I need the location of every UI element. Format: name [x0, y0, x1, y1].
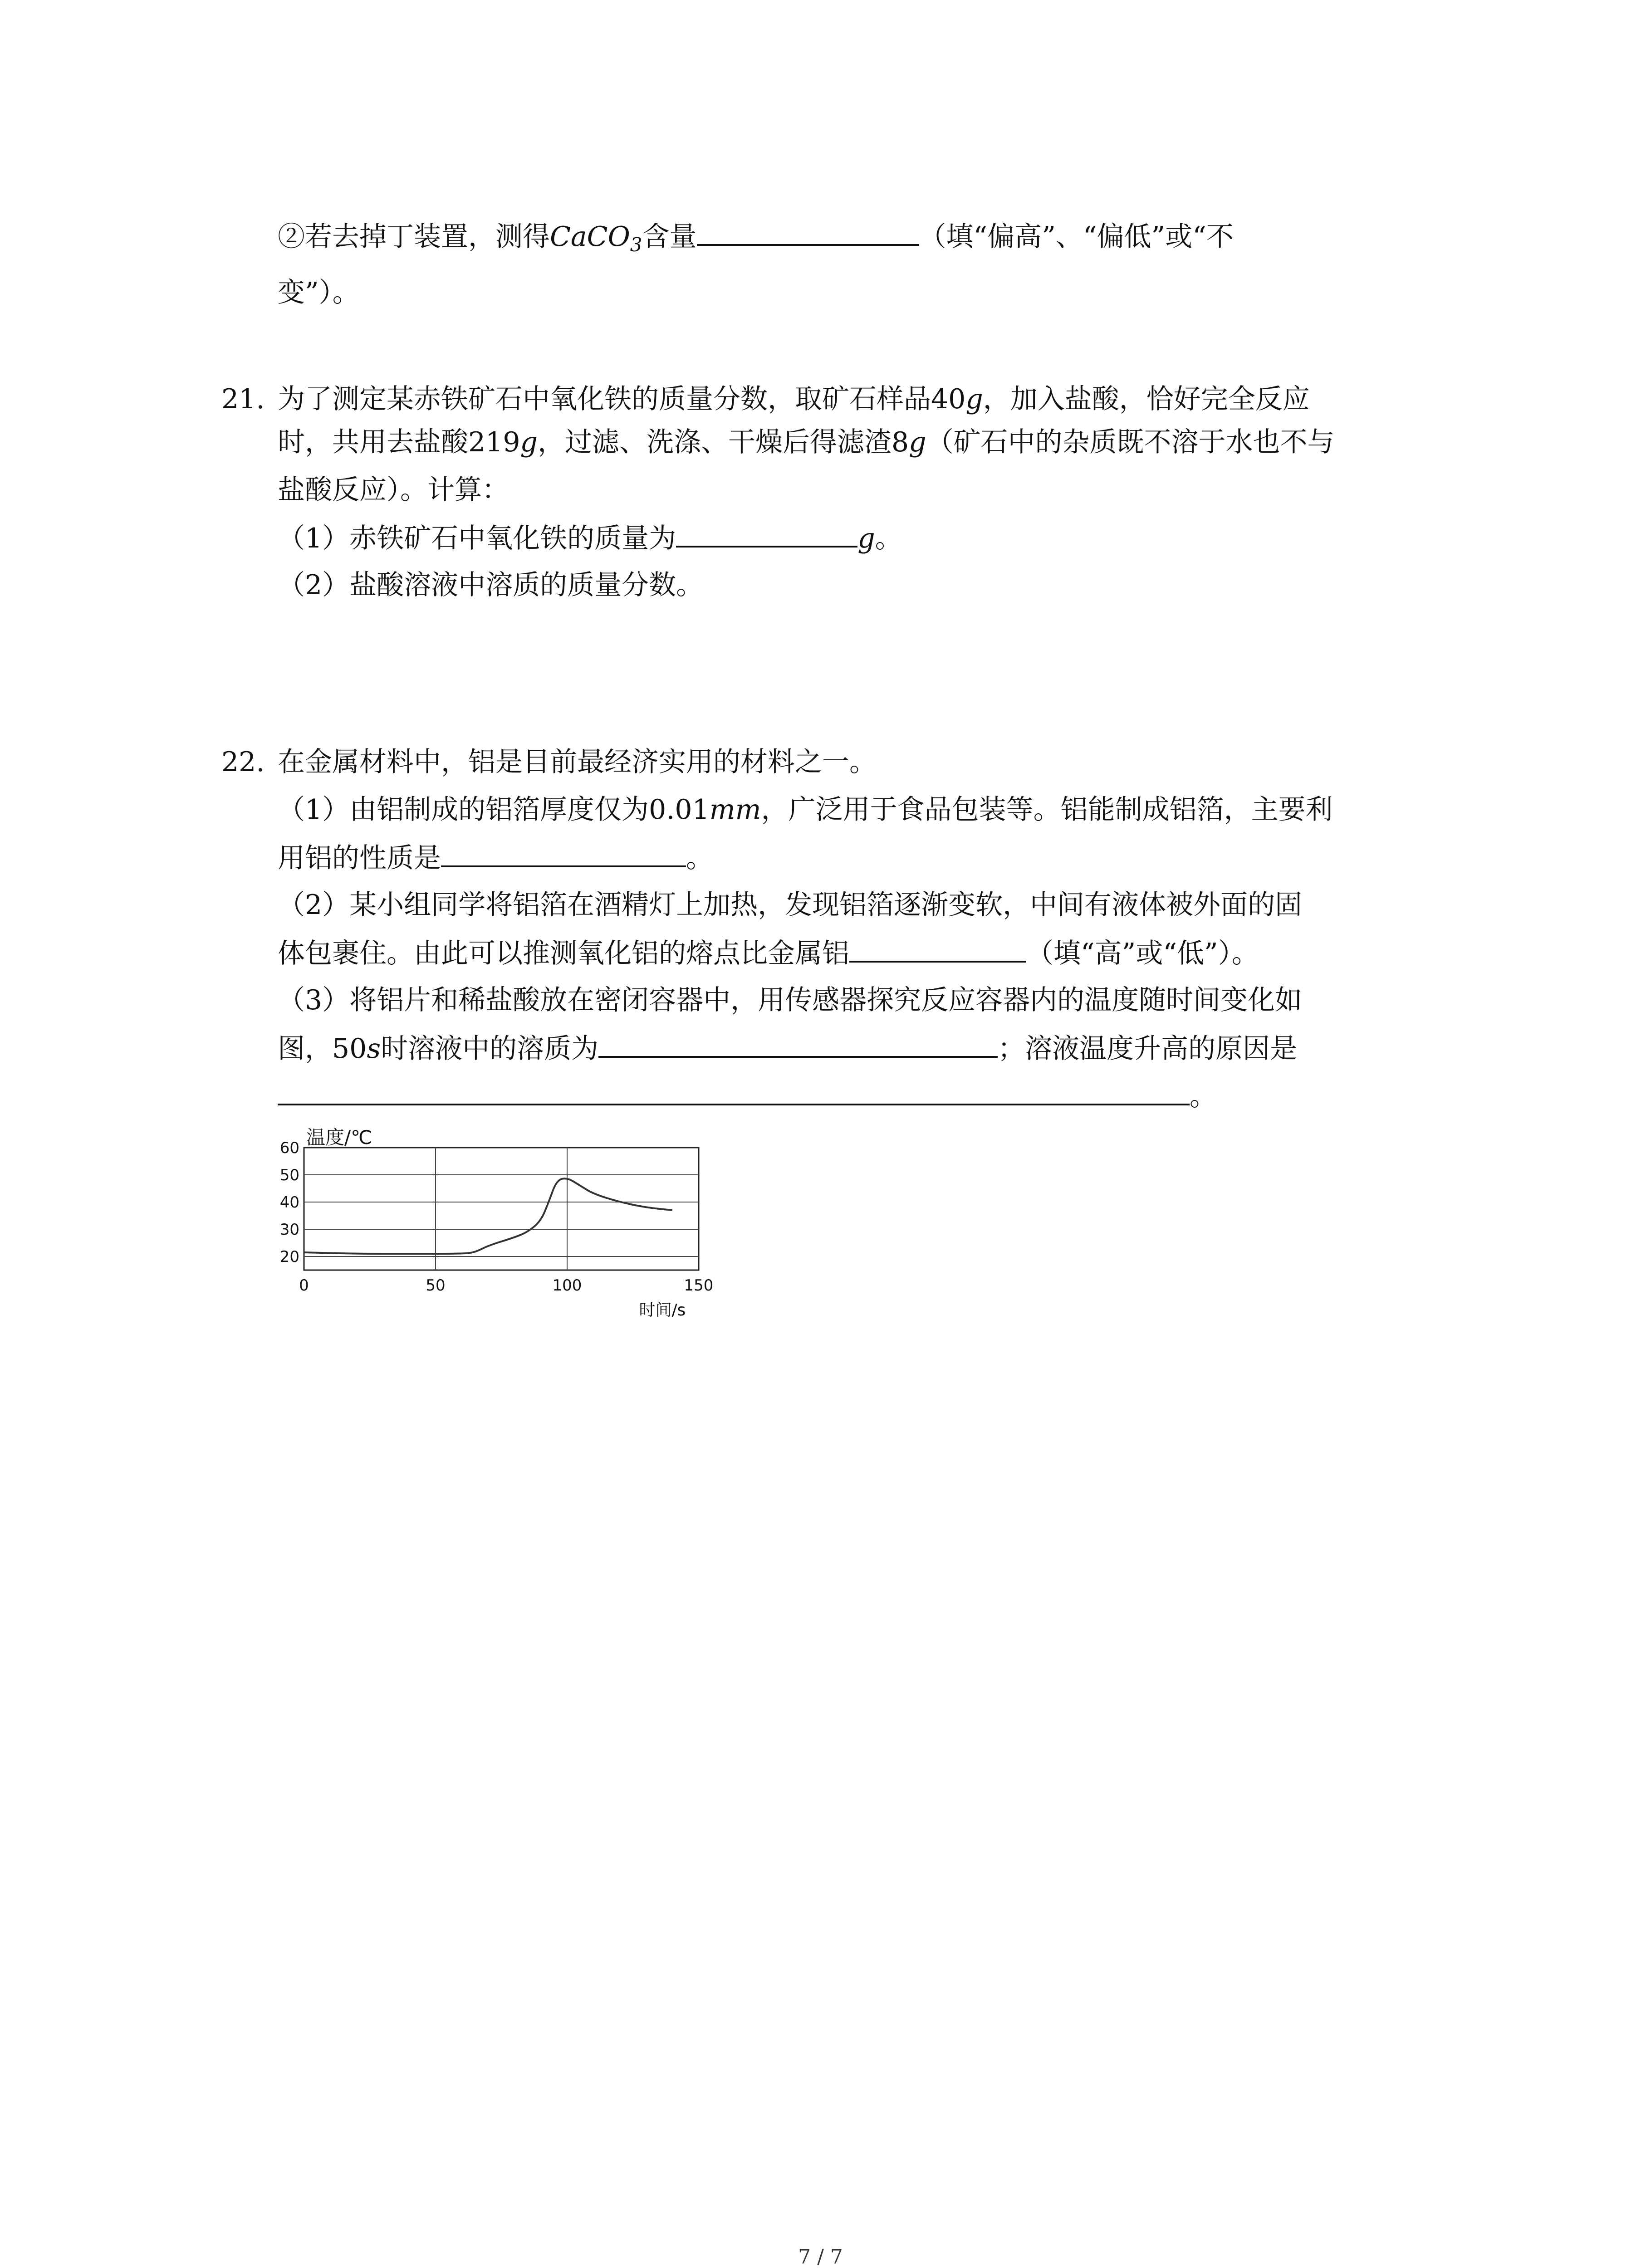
- answer-blank[interactable]: [697, 218, 919, 246]
- temperature-series-line: [304, 1178, 672, 1254]
- answer-blank[interactable]: [598, 1030, 998, 1058]
- x-tick-label: 100: [552, 1276, 582, 1295]
- q22-line1: 在金属材料中，铝是目前最经济实用的材料之一。: [278, 746, 877, 778]
- answer-blank[interactable]: [849, 934, 1026, 963]
- q22-sub1: （1）由铝制成的铝箔厚度仅为0.01mm，广泛用于食品包装等。铝能制成铝箔，主要利: [278, 794, 1333, 826]
- x-tick-label: 0: [299, 1276, 309, 1295]
- q21-sub1: （1）赤铁矿石中氧化铁的质量为 g。: [278, 519, 902, 557]
- q22-sub3-end: 。: [278, 1077, 1217, 1114]
- y-tick-label: 30: [279, 1221, 299, 1239]
- x-axis-label: 时间/s: [639, 1301, 686, 1320]
- q21-line3: 盐酸反应）。计算：: [278, 474, 509, 506]
- q20-part2-line1: ②若去掉丁装置，测得CaCO$_3$含量 （填“偏高”、“偏低”或“不: [278, 218, 1234, 263]
- q21-sub2: （2）盐酸溶液中溶质的质量分数。: [278, 569, 704, 601]
- answer-blank[interactable]: [441, 839, 686, 867]
- q22-sub2-cont: 体包裹住。由此可以推测氧化铝的熔点比金属铝 （填“高”或“低”）。: [278, 934, 1259, 972]
- q22-sub3-cont: 图，50s时溶液中的溶质为 ；溶液温度升高的原因是: [278, 1030, 1297, 1067]
- y-tick-label: 50: [279, 1166, 299, 1184]
- caco3-formula: CaCO$_3$: [550, 221, 642, 256]
- chart-grid: [304, 1148, 699, 1270]
- q22-sub1-cont: 用铝的性质是 。: [278, 839, 713, 876]
- y-tick-label: 40: [279, 1193, 299, 1212]
- y-tick-label: 20: [279, 1248, 299, 1266]
- q22-sub2: （2）某小组同学将铝箔在酒精灯上加热，发现铝箔逐渐变软，中间有液体被外面的固: [278, 889, 1303, 921]
- x-tick-labels: [299, 1276, 713, 1295]
- page-number: 7 / 7: [798, 2245, 843, 2268]
- answer-blank[interactable]: [676, 519, 857, 547]
- temperature-time-chart: [254, 1111, 744, 1329]
- q21-line1: 为了测定某赤铁矿石中氧化铁的质量分数，取矿石样品40g，加入盐酸，恰好完全反应: [278, 383, 1310, 415]
- y-axis-label: 温度/℃: [306, 1126, 372, 1149]
- x-tick-label: 50: [426, 1276, 446, 1295]
- q21-line2: 时，共用去盐酸219g，过滤、洗涤、干燥后得滤渣8g（矿石中的杂质既不溶于水也不与: [278, 426, 1335, 458]
- plot-frame: [304, 1148, 699, 1270]
- question-number: 22.: [221, 746, 265, 778]
- x-tick-label: 150: [684, 1276, 714, 1295]
- question-number: 21.: [221, 383, 265, 415]
- answer-blank[interactable]: [278, 1077, 1190, 1105]
- y-tick-label: 60: [279, 1139, 299, 1157]
- q20-part2-line2: 变”）。: [278, 277, 360, 308]
- y-tick-labels: [280, 1139, 299, 1266]
- q22-sub3: （3）将铝片和稀盐酸放在密闭容器中，用传感器探究反应容器内的温度随时间变化如: [278, 984, 1303, 1016]
